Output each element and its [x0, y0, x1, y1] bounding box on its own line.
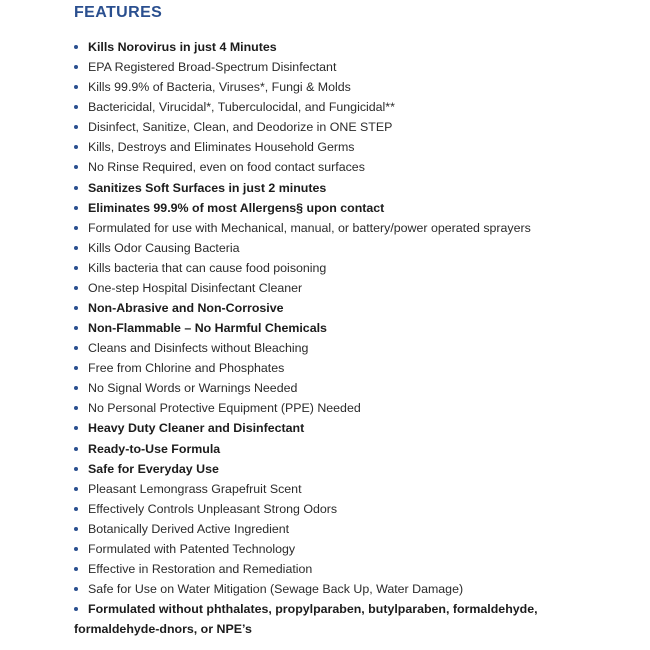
feature-item [74, 318, 594, 338]
feature-item [74, 418, 594, 438]
feature-text: Kills Odor Causing Bacteria [88, 240, 240, 255]
feature-text: Kills, Destroys and Eliminates Household Germs [88, 140, 355, 155]
bullet-icon [74, 487, 78, 491]
bullet-icon [74, 607, 78, 611]
features-heading: FEATURES [74, 4, 163, 21]
feature-item [74, 378, 594, 398]
bullet-icon [74, 145, 78, 149]
bullet-icon [74, 246, 78, 250]
bullet-icon [74, 286, 78, 290]
feature-text: No Personal Protective Equipment (PPE) Needed [88, 401, 361, 416]
feature-text: Effective in Restoration and Remediation [88, 562, 313, 577]
feature-item [74, 358, 594, 378]
feature-item [74, 459, 594, 479]
feature-item [74, 439, 594, 459]
feature-text: Kills Norovirus in just 4 Minutes [88, 40, 277, 54]
feature-text: Non-Flammable – No Harmful Chemicals [88, 321, 327, 336]
feature-text: Heavy Duty Cleaner and Disinfectant [88, 421, 305, 436]
feature-text: Effectively Controls Unpleasant Strong Odors [88, 501, 338, 516]
feature-item [74, 338, 594, 358]
feature-text: Safe for Everyday Use [88, 461, 219, 476]
feature-item [74, 218, 594, 238]
bullet-icon [74, 567, 78, 571]
feature-text: Ready-to-Use Formula [88, 441, 221, 456]
bullet-icon [74, 105, 78, 109]
feature-text: Non-Abrasive and Non-Corrosive [88, 301, 284, 316]
feature-item [74, 539, 594, 559]
feature-text: Kills 99.9% of Bacteria, Viruses*, Fungi & Molds [88, 80, 351, 95]
bullet-icon [74, 85, 78, 89]
feature-item [74, 137, 594, 157]
feature-text: EPA Registered Broad-Spectrum Disinfectant [88, 60, 337, 75]
feature-text: Sanitizes Soft Surfaces in just 2 minutes [88, 180, 327, 195]
bullet-icon [74, 45, 78, 49]
bullet-icon [74, 426, 78, 430]
feature-text: Formulated for use with Mechanical, manual, or battery/power operated sprayers [88, 220, 531, 235]
bullet-icon [74, 306, 78, 310]
feature-item [74, 559, 594, 579]
feature-text: Disinfect, Sanitize, Clean, and Deodorize in ONE STEP [88, 120, 393, 135]
bullet-icon [74, 406, 78, 410]
bullet-icon [74, 447, 78, 451]
feature-item [74, 57, 594, 77]
feature-text: Bactericidal, Virucidal*, Tuberculocidal, and Fungicidal** [88, 100, 395, 115]
feature-text: No Rinse Required, even on food contact surfaces [88, 160, 365, 175]
feature-item [74, 599, 594, 639]
bullet-icon [74, 346, 78, 350]
bullet-icon [74, 507, 78, 511]
feature-item [74, 178, 594, 198]
bullet-icon [74, 547, 78, 551]
feature-item [74, 479, 594, 499]
feature-text: Formulated without phthalates, propylparaben, butylparaben, formaldehyde, formaldehyde-dnors, or NPE’s [74, 602, 538, 637]
bullet-icon [74, 587, 78, 591]
feature-text: Cleans and Disinfects without Bleaching [88, 341, 309, 356]
feature-item [74, 398, 594, 418]
feature-text: Pleasant Lemongrass Grapefruit Scent [88, 481, 302, 496]
bullet-icon [74, 366, 78, 370]
feature-item [74, 499, 594, 519]
bullet-icon [74, 266, 78, 270]
feature-text: Formulated with Patented Technology [88, 541, 296, 556]
bullet-icon [74, 226, 78, 230]
feature-text: Botanically Derived Active Ingredient [88, 521, 290, 536]
bullet-icon [74, 527, 78, 531]
bullet-icon [74, 467, 78, 471]
feature-text: No Signal Words or Warnings Needed [88, 381, 298, 396]
features-list [74, 37, 594, 639]
feature-item [74, 157, 594, 177]
feature-item [74, 117, 594, 137]
feature-text: Safe for Use on Water Mitigation (Sewage Back Up, Water Damage) [88, 582, 464, 597]
feature-item [74, 238, 594, 258]
feature-item [74, 278, 594, 298]
feature-text: One-step Hospital Disinfectant Cleaner [88, 280, 303, 295]
feature-item [74, 579, 594, 599]
bullet-icon [74, 125, 78, 129]
feature-item [74, 37, 594, 57]
feature-text: Eliminates 99.9% of most Allergens§ upon contact [88, 200, 385, 215]
feature-text: Kills bacteria that can cause food poisoning [88, 260, 327, 275]
feature-text: Free from Chlorine and Phosphates [88, 361, 285, 376]
bullet-icon [74, 326, 78, 330]
bullet-icon [74, 186, 78, 190]
bullet-icon [74, 165, 78, 169]
feature-item [74, 97, 594, 117]
bullet-icon [74, 65, 78, 69]
feature-item [74, 77, 594, 97]
bullet-icon [74, 386, 78, 390]
bullet-icon [74, 206, 78, 210]
feature-item [74, 298, 594, 318]
feature-item [74, 258, 594, 278]
feature-item [74, 198, 594, 218]
feature-item [74, 519, 594, 539]
